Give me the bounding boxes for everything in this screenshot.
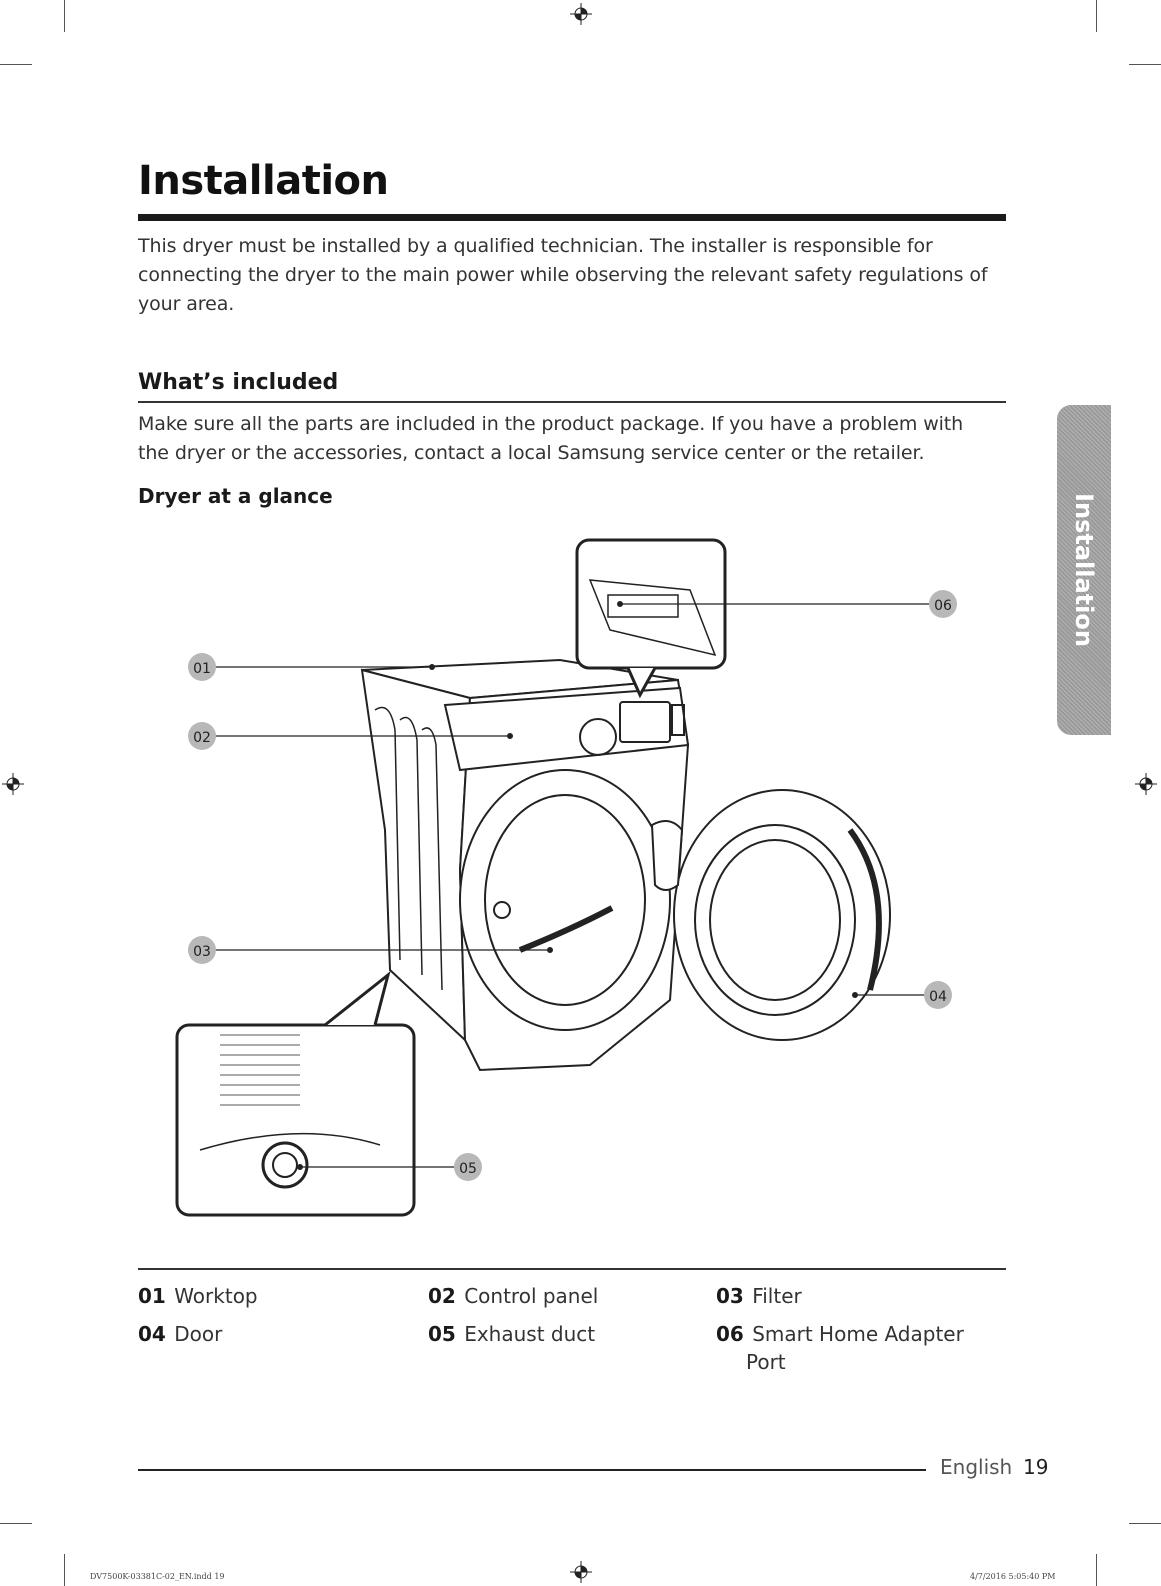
callout-05: 05	[459, 1161, 477, 1177]
legend-num: 03	[716, 1284, 744, 1308]
legend-item	[138, 1282, 258, 1310]
registration-mark-icon	[570, 1561, 592, 1583]
crop-mark	[1129, 64, 1161, 65]
crop-mark	[1129, 1523, 1161, 1524]
crop-mark	[64, 1554, 65, 1586]
crop-mark	[1096, 0, 1097, 32]
legend-item	[716, 1282, 802, 1310]
print-timestamp: 4/7/2016 5:05:40 PM	[970, 1572, 1056, 1581]
intro-paragraph: This dryer must be installed by a qualified technician. The installer is responsible for connecting the dryer to the main power while observing the relevant safety regulations of your area.	[138, 235, 988, 315]
legend-item	[138, 1320, 222, 1348]
callout-02: 02	[193, 730, 211, 746]
registration-mark-icon	[570, 3, 592, 25]
side-tab	[1057, 405, 1111, 735]
registration-mark-icon	[1135, 773, 1157, 795]
legend-rule	[138, 1268, 1006, 1270]
section-rule	[138, 401, 1006, 403]
side-tab-label: Installation	[1070, 493, 1098, 647]
crop-mark	[1096, 1554, 1097, 1586]
legend-num: 01	[138, 1284, 166, 1308]
legend-item	[716, 1320, 986, 1376]
legend-label: Door	[174, 1322, 223, 1346]
callout-03: 03	[193, 944, 211, 960]
legend-item	[428, 1282, 598, 1310]
crop-mark	[0, 64, 32, 65]
dryer-illustration	[150, 530, 980, 1220]
registration-mark-icon	[2, 773, 24, 795]
legend-num: 02	[428, 1284, 456, 1308]
title-rule	[138, 214, 1006, 221]
legend-label: Filter	[752, 1284, 802, 1308]
legend-num: 05	[428, 1322, 456, 1346]
callout-06: 06	[934, 598, 952, 614]
legend-item	[428, 1320, 595, 1348]
print-file-name: DV7500K-03381C-02_EN.indd 19	[90, 1572, 225, 1581]
crop-mark	[64, 0, 65, 32]
page-title: Installation	[138, 158, 389, 204]
legend-num: 06	[716, 1322, 744, 1346]
legend-label: Control panel	[464, 1284, 599, 1308]
legend-label: Smart Home Adapter Port	[746, 1322, 964, 1374]
legend-label: Worktop	[174, 1284, 258, 1308]
callout-01: 01	[193, 661, 211, 677]
footer-language: English	[940, 1455, 1013, 1479]
callout-04: 04	[929, 989, 947, 1005]
legend-num: 04	[138, 1322, 166, 1346]
section-paragraph: Make sure all the parts are included in the product package. If you have a problem with the dryer or the accessories, contact a local Samsung service center or the retailer.	[138, 413, 964, 464]
section-heading: What’s included	[138, 370, 339, 395]
footer-rule	[138, 1469, 926, 1471]
crop-mark	[0, 1523, 32, 1524]
legend-label: Exhaust duct	[464, 1322, 596, 1346]
page-number: 19	[1023, 1455, 1049, 1479]
subsection-heading: Dryer at a glance	[138, 484, 333, 508]
